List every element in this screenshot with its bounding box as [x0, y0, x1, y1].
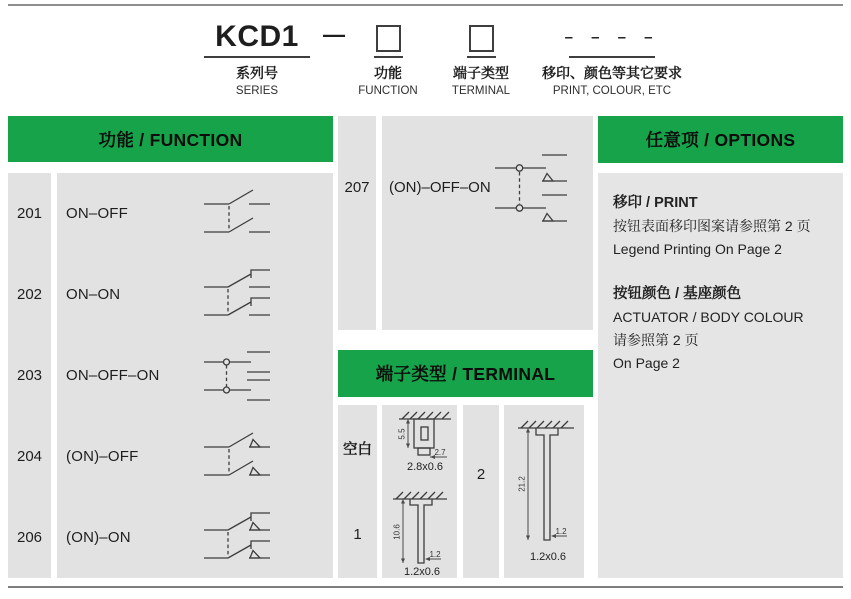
circuit-symbol-202-icon: [203, 269, 271, 321]
function-row-label: ON–ON: [66, 286, 121, 303]
function-row-code: 206: [16, 529, 43, 546]
print-note-en: Legend Printing On Page 2: [613, 241, 782, 257]
function-table-header: 功能 / FUNCTION: [8, 116, 333, 162]
circuit-symbol-207-icon: [493, 149, 569, 235]
row-207-label: (ON)–OFF–ON: [389, 179, 491, 196]
function-row: [57, 254, 333, 335]
function-label-cn: 功能: [374, 65, 402, 81]
function-row-label: ON–OFF–ON: [66, 367, 160, 384]
terminal-code-1: 1: [353, 526, 362, 544]
print-title: 移印 / PRINT: [613, 195, 698, 211]
function-row: [57, 335, 333, 416]
row-207-content: [382, 116, 593, 330]
colour-note-en: On Page 2: [613, 355, 680, 371]
row-207-code: 207: [344, 179, 370, 196]
series-group: [197, 18, 317, 97]
row-207-code-cell: [338, 116, 376, 330]
function-row-label: (ON)–ON: [66, 529, 131, 546]
series-label-en: SERIES: [235, 85, 279, 97]
terminal-code-2: 2: [476, 466, 486, 483]
options-panel: [598, 173, 843, 578]
terminal-drawing-2-cell: [504, 405, 584, 578]
function-label-en: FUNCTION: [358, 85, 418, 97]
function-row: [57, 173, 333, 254]
svg-text:21.2: 21.2: [517, 475, 527, 492]
etc-underline: [569, 56, 655, 58]
function-row-label: ON–OFF: [66, 205, 129, 222]
series-label-cn: 系列号: [236, 65, 278, 81]
terminal-code-2-cell: [463, 405, 499, 578]
etc-group: [522, 18, 702, 97]
svg-text:1.2x0.6: 1.2x0.6: [529, 550, 567, 563]
colour-note-cn: 请参照第 2 页: [613, 332, 699, 348]
function-row-label: (ON)–OFF: [66, 448, 139, 465]
terminal-group: [436, 18, 526, 97]
etc-label-cn: 移印、颜色等其它要求: [542, 65, 682, 81]
terminal-underline: [467, 56, 496, 58]
options-header: 任意项 / OPTIONS: [598, 116, 843, 163]
terminal-code-column: [338, 405, 377, 578]
svg-text:5.5: 5.5: [397, 428, 406, 440]
function-row: [57, 416, 333, 497]
print-note-cn: 按钮表面移印图案请参照第 2 页: [613, 218, 811, 234]
separator-dash: —: [323, 22, 345, 47]
terminal-code-blank: 空白: [343, 441, 372, 458]
svg-text:1.2: 1.2: [555, 526, 567, 536]
colour-subtitle: ACTUATOR / BODY COLOUR: [613, 309, 804, 325]
etc-dashes: – – – –: [564, 29, 660, 46]
svg-text:10.6: 10.6: [392, 524, 401, 540]
terminal-drawing-faston-icon: [383, 406, 457, 486]
function-row-code: 203: [16, 367, 43, 384]
terminal-drawing-pin-short-icon: [383, 487, 457, 577]
terminal-drawing-column: [382, 405, 457, 578]
function-group: [343, 18, 433, 97]
circuit-symbol-203-icon: [203, 348, 271, 404]
function-row-code: 201: [16, 205, 43, 222]
terminal-label-cn: 端子类型: [453, 65, 509, 81]
terminal-label-en: TERMINAL: [451, 85, 511, 97]
options-spacer: [613, 261, 828, 283]
terminal-table-header: 端子类型 / TERMINAL: [338, 350, 593, 397]
series-underline: [204, 56, 310, 58]
circuit-symbol-201-icon: [203, 188, 271, 240]
circuit-symbol-204-icon: [203, 431, 271, 483]
series-code: KCD1: [215, 20, 299, 53]
function-row: [57, 497, 333, 578]
top-rule: [8, 4, 843, 6]
etc-label-en: PRINT, COLOUR, ETC: [552, 85, 672, 97]
function-row-code: 202: [16, 286, 43, 303]
terminal-code-box: [469, 25, 494, 52]
function-row-code: 204: [16, 448, 43, 465]
function-code-box: [376, 25, 401, 52]
function-underline: [374, 56, 403, 58]
svg-text:1.2x0.6: 1.2x0.6: [403, 566, 440, 577]
bottom-rule: [8, 586, 843, 588]
terminal-drawing-pin-long-icon: [506, 418, 582, 566]
function-number-column: [8, 173, 51, 578]
svg-text:2.7: 2.7: [433, 448, 446, 457]
svg-text:2.8x0.6: 2.8x0.6: [406, 461, 443, 473]
colour-title: 按钮颜色 / 基座颜色: [613, 286, 742, 302]
function-content-column: [57, 173, 333, 578]
circuit-symbol-206-icon: [203, 512, 271, 564]
svg-text:1.2: 1.2: [428, 550, 441, 559]
